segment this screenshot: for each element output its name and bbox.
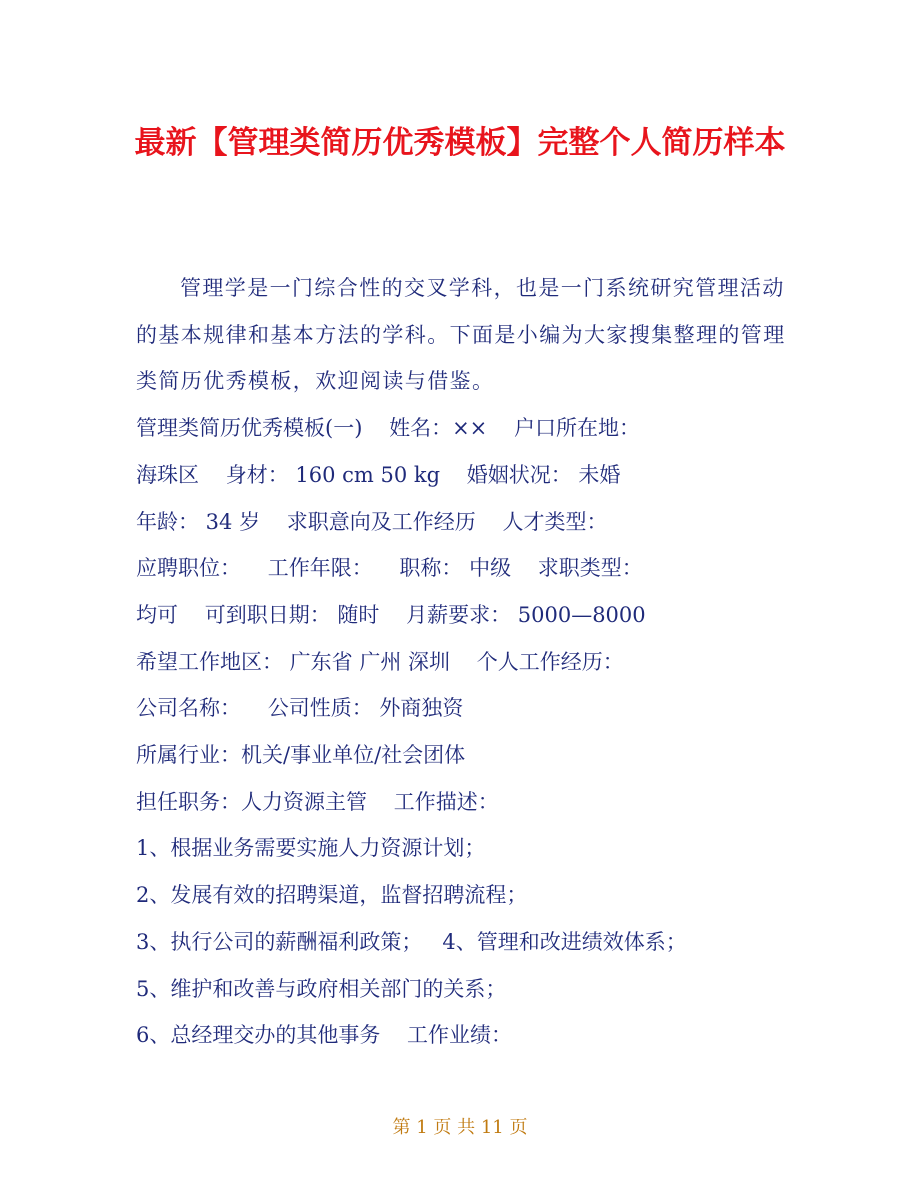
body-line: 担任职务：人力资源主管 工作描述：	[136, 789, 499, 814]
body-line: 1、根据业务需要实施人力资源计划；	[136, 836, 486, 861]
body-line: 年龄： 34 岁 求职意向及工作经历 人才类型：	[136, 509, 608, 534]
body-line: 应聘职位： 工作年限： 职称： 中级 求职类型：	[136, 556, 643, 581]
document-title: 最新【管理类简历优秀模板】完整个人简历样本	[134, 125, 786, 161]
intro-paragraph: 管理学是一门综合性的交叉学科，也是一门系统研究管理活动的基本规律和基本方法的学科。下面是小编为大家搜集整理的管理类简历优秀模板，欢迎阅读与借鉴。	[136, 276, 786, 394]
body-line: 管理类简历优秀模板(一) 姓名：×× 户口所在地：	[136, 416, 640, 441]
body-line: 2、发展有效的招聘渠道，监督招聘流程；	[136, 883, 528, 908]
page-footer: 第 1 页 共 11 页	[392, 1117, 528, 1138]
body-line: 6、总经理交办的其他事务 工作业绩：	[136, 1023, 513, 1048]
body-line: 希望工作地区： 广东省 广州 深圳 个人工作经历：	[136, 649, 624, 674]
body-line: 5、维护和改善与政府相关部门的关系；	[136, 976, 507, 1001]
document-body	[136, 265, 796, 1059]
body-line: 公司名称： 公司性质： 外商独资	[136, 696, 464, 721]
body-line: 海珠区 身材： 160 cm 50 kg 婚姻状况： 未婚	[136, 462, 621, 487]
body-line: 均可 可到职日期： 随时 月薪要求： 5000—8000	[136, 602, 646, 627]
body-line: 所属行业：机关/事业单位/社会团体	[136, 743, 466, 768]
body-line: 3、执行公司的薪酬福利政策； 4、管理和改进绩效体系；	[136, 929, 687, 954]
